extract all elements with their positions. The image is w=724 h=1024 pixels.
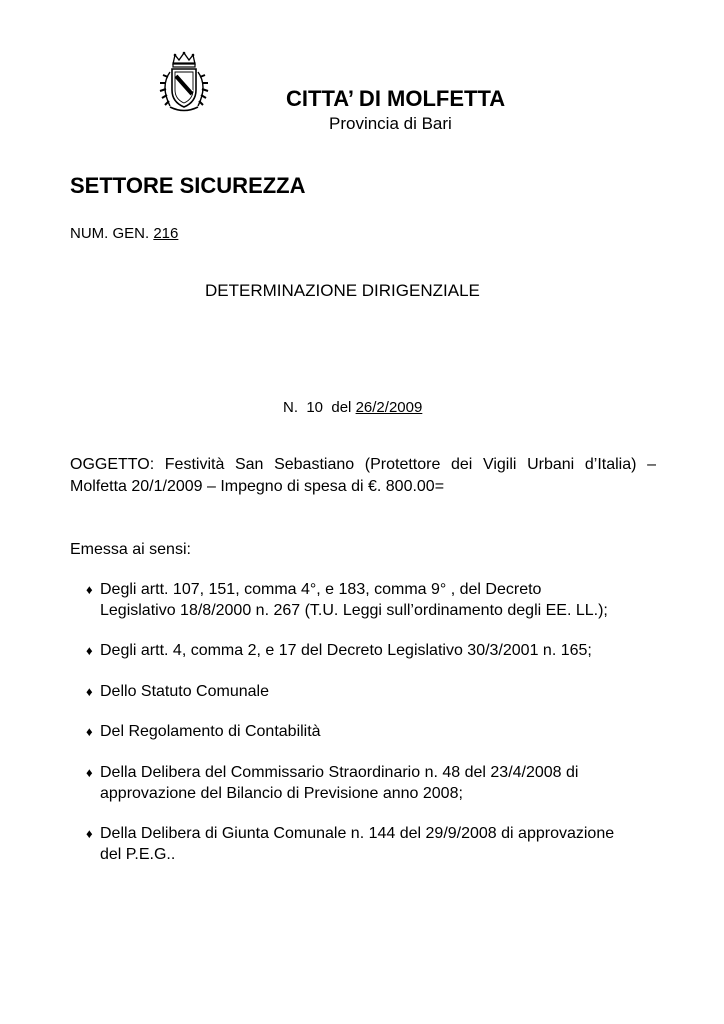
list-item-line: del P.E.G.. xyxy=(100,846,176,863)
list-item-line: approvazione del Bilancio di Previsione anno 2008; xyxy=(100,785,463,802)
list-item xyxy=(86,681,666,702)
subject-word: Sebastiano xyxy=(274,456,355,473)
diamond-bullet-icon: ♦ xyxy=(86,684,93,699)
subject-label: OGGETTO: xyxy=(70,456,155,473)
diamond-bullet-icon: ♦ xyxy=(86,724,93,739)
number-value: 10 xyxy=(306,399,324,416)
subject-word: (Protettore xyxy=(364,456,441,473)
subject-word: dei xyxy=(450,456,473,473)
sector-heading: SETTORE SICUREZZA xyxy=(70,173,306,198)
list-item xyxy=(86,579,666,621)
diamond-bullet-icon: ♦ xyxy=(86,826,93,841)
determination-date: 26/2/2009 xyxy=(355,399,423,416)
general-number-label: NUM. GEN. xyxy=(70,225,150,242)
province-label: Provincia di Bari xyxy=(329,114,452,133)
list-item-line: Della Delibera del Commissario Straordinario n. 48 del 23/4/2008 di xyxy=(100,764,579,781)
document-type: DETERMINAZIONE DIRIGENZIALE xyxy=(205,281,480,300)
issued-heading: Emessa ai sensi: xyxy=(70,541,191,558)
general-number xyxy=(70,225,178,242)
date-label: del xyxy=(331,399,352,416)
subject-line-1 xyxy=(70,454,656,476)
diamond-bullet-icon: ♦ xyxy=(86,765,93,780)
list-item xyxy=(86,823,666,865)
subject-block xyxy=(70,454,656,498)
coat-of-arms-icon xyxy=(156,50,212,116)
city-title: CITTA’ DI MOLFETTA xyxy=(286,86,506,111)
list-item-line: Degli artt. 107, 151, comma 4°, e 183, comma 9° , del Decreto xyxy=(100,581,542,598)
list-item xyxy=(86,721,666,742)
subject-line-2: Molfetta 20/1/2009 – Impegno di spesa di €. 800.00= xyxy=(70,478,445,495)
subject-word: Vigili xyxy=(482,456,517,473)
coat-of-arms-emblem xyxy=(156,50,212,116)
list-item-line: Dello Statuto Comunale xyxy=(100,683,269,700)
list-item xyxy=(86,640,666,661)
general-number-value: 216 xyxy=(153,225,179,242)
list-item xyxy=(86,762,666,804)
number-prefix: N. xyxy=(283,399,298,416)
subject-word: – xyxy=(647,456,656,473)
subject-word: Urbani xyxy=(527,456,575,473)
subject-word: d’Italia) xyxy=(584,456,637,473)
subject-word: Festività xyxy=(164,456,225,473)
diamond-bullet-icon: ♦ xyxy=(86,643,93,658)
diamond-bullet-icon: ♦ xyxy=(86,582,93,597)
list-item-line: Della Delibera di Giunta Comunale n. 144 del 29/9/2008 di approvazione xyxy=(100,825,615,842)
subject-word: San xyxy=(234,456,264,473)
list-item-line: Del Regolamento di Contabilità xyxy=(100,723,321,740)
list-item-line: Degli artt. 4, comma 2, e 17 del Decreto Legislativo 30/3/2001 n. 165; xyxy=(100,642,592,659)
determination-number xyxy=(283,399,422,416)
list-item-line: Legislativo 18/8/2000 n. 267 (T.U. Leggi sull’ordinamento degli EE. LL.); xyxy=(100,602,608,619)
